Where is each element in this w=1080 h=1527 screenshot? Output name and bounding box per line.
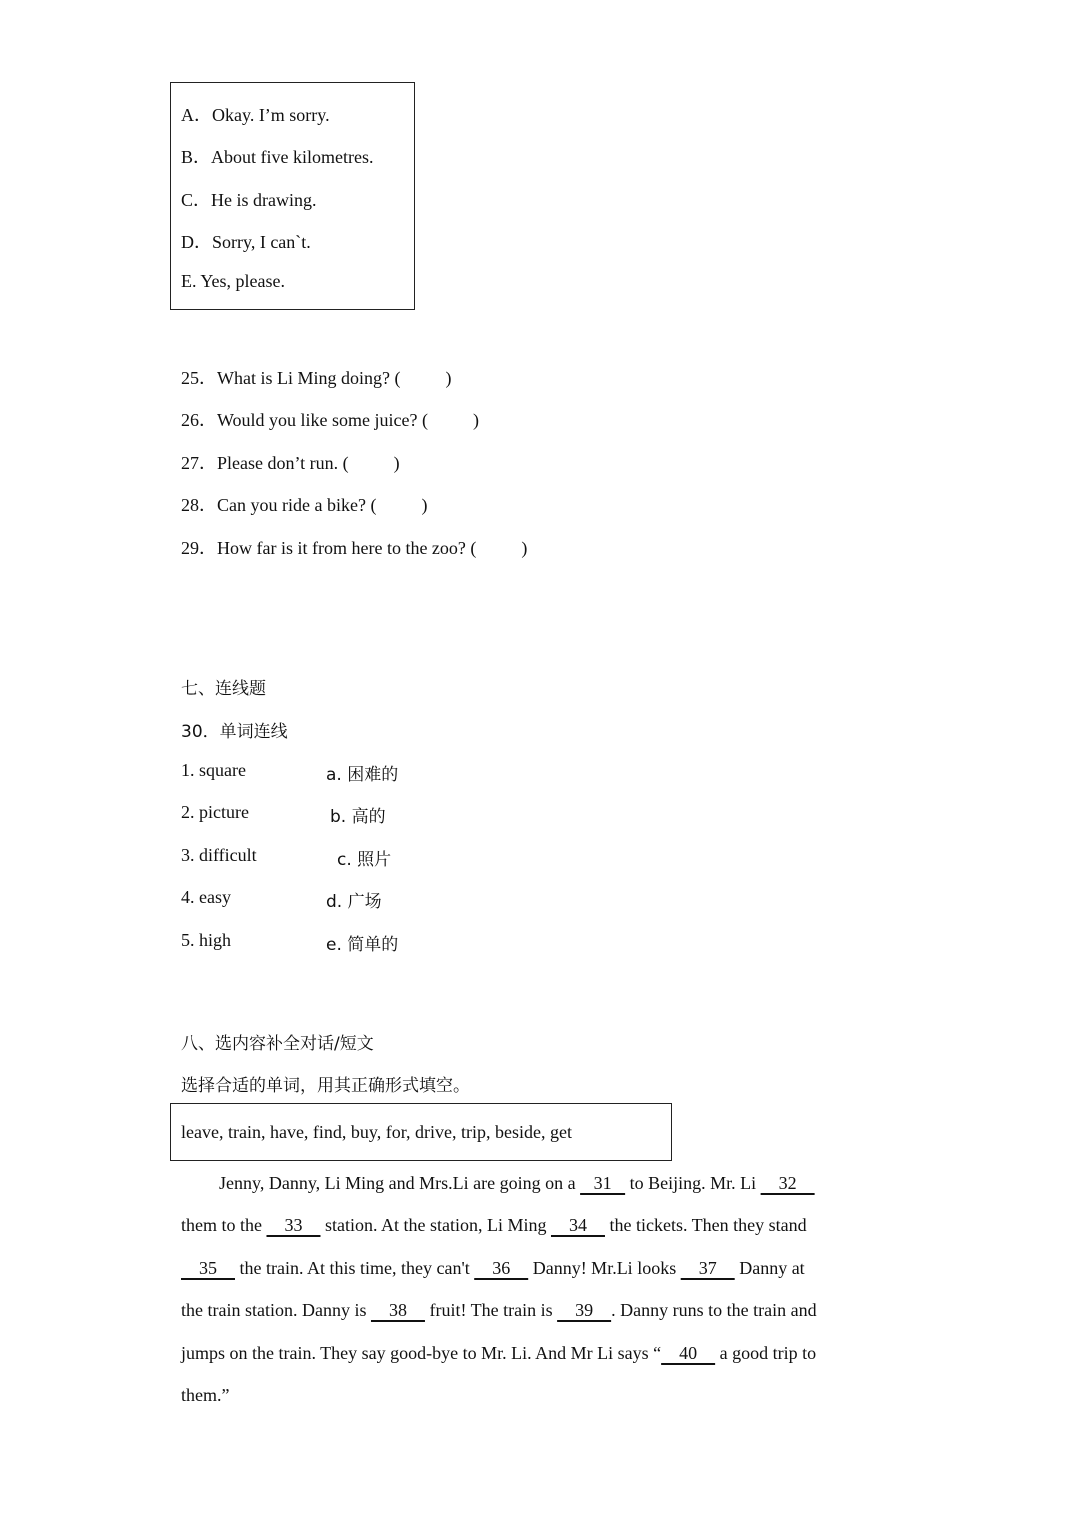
match-right-d: d. 广场 xyxy=(326,892,382,912)
blank-39[interactable]: 39 xyxy=(557,1300,612,1320)
blank-40[interactable]: 40 xyxy=(661,1343,716,1363)
match-right-c: c. 照片 xyxy=(337,850,392,870)
blank-37[interactable]: 37 xyxy=(680,1258,735,1278)
blank-36[interactable]: 36 xyxy=(474,1258,529,1278)
passage-text: fruit! The train is xyxy=(424,1300,558,1320)
passage-text: the train. At this time, they can't xyxy=(235,1258,475,1278)
blank-33[interactable]: 33 xyxy=(266,1215,321,1235)
section-8-heading: 八、选内容补全对话/短文 xyxy=(181,1034,374,1054)
passage-text: Danny at xyxy=(734,1258,805,1278)
blank-34[interactable]: 34 xyxy=(550,1215,605,1235)
passage-text: a good trip to xyxy=(715,1343,817,1363)
question-28: 28．Can you ride a bike? ( ) xyxy=(181,495,428,515)
section-7-subtitle: 30．单词连线 xyxy=(181,722,288,742)
question-26: 26．Would you like some juice? ( ) xyxy=(181,410,479,430)
match-left-1: 1. square xyxy=(181,760,246,780)
match-right-a: a. 困难的 xyxy=(326,765,399,785)
match-right-b: b. 高的 xyxy=(330,807,386,827)
passage-text: . Danny runs to the train and xyxy=(611,1300,817,1320)
option-c: C．He is drawing. xyxy=(181,190,317,210)
option-d: D．Sorry, I can`t. xyxy=(181,232,311,252)
passage-text: jumps on the train. They say good-bye to Mr. Li. And Mr Li says “ xyxy=(181,1343,662,1363)
match-left-3: 3. difficult xyxy=(181,845,257,865)
passage-text: the tickets. Then they stand xyxy=(604,1215,807,1235)
blank-38[interactable]: 38 xyxy=(370,1300,425,1320)
section-7-heading: 七、连线题 xyxy=(181,679,266,699)
passage-line-4 xyxy=(181,1300,817,1321)
passage-text: Danny! Mr.Li looks xyxy=(528,1258,681,1278)
passage-line-2 xyxy=(181,1215,807,1236)
question-27: 27．Please don’t run. ( ) xyxy=(181,453,400,473)
match-right-e: e. 简单的 xyxy=(326,935,399,955)
question-25: 25．What is Li Ming doing? ( ) xyxy=(181,368,452,388)
passage-text: to Beijing. Mr. Li xyxy=(625,1173,761,1193)
section-8-instruction: 选择合适的单词，用其正确形式填空。 xyxy=(181,1076,470,1096)
question-29: 29．How far is it from here to the zoo? ( ) xyxy=(181,538,528,558)
passage-line-3 xyxy=(181,1258,805,1279)
match-left-4: 4. easy xyxy=(181,887,231,907)
blank-35[interactable]: 35 xyxy=(181,1258,235,1278)
option-e: E. Yes, please. xyxy=(181,271,285,291)
passage-text: Jenny, Danny, Li Ming and Mrs.Li are going on a xyxy=(219,1173,581,1193)
passage-text: the train station. Danny is xyxy=(181,1300,371,1320)
passage-text: them.” xyxy=(181,1385,230,1405)
word-bank: leave, train, have, find, buy, for, drive, trip, beside, get xyxy=(181,1122,572,1142)
passage-line-1 xyxy=(219,1173,815,1194)
passage-line-5 xyxy=(181,1343,816,1364)
match-left-2: 2. picture xyxy=(181,802,249,822)
passage-text: station. At the station, Li Ming xyxy=(320,1215,551,1235)
passage-text: them to the xyxy=(181,1215,267,1235)
blank-31[interactable]: 31 xyxy=(580,1173,626,1193)
blank-32[interactable]: 32 xyxy=(760,1173,815,1193)
passage-line-6 xyxy=(181,1385,229,1406)
match-left-5: 5. high xyxy=(181,930,232,950)
option-b: B．About five kilometres. xyxy=(181,147,374,167)
option-a: A．Okay. I’m sorry. xyxy=(181,105,330,125)
